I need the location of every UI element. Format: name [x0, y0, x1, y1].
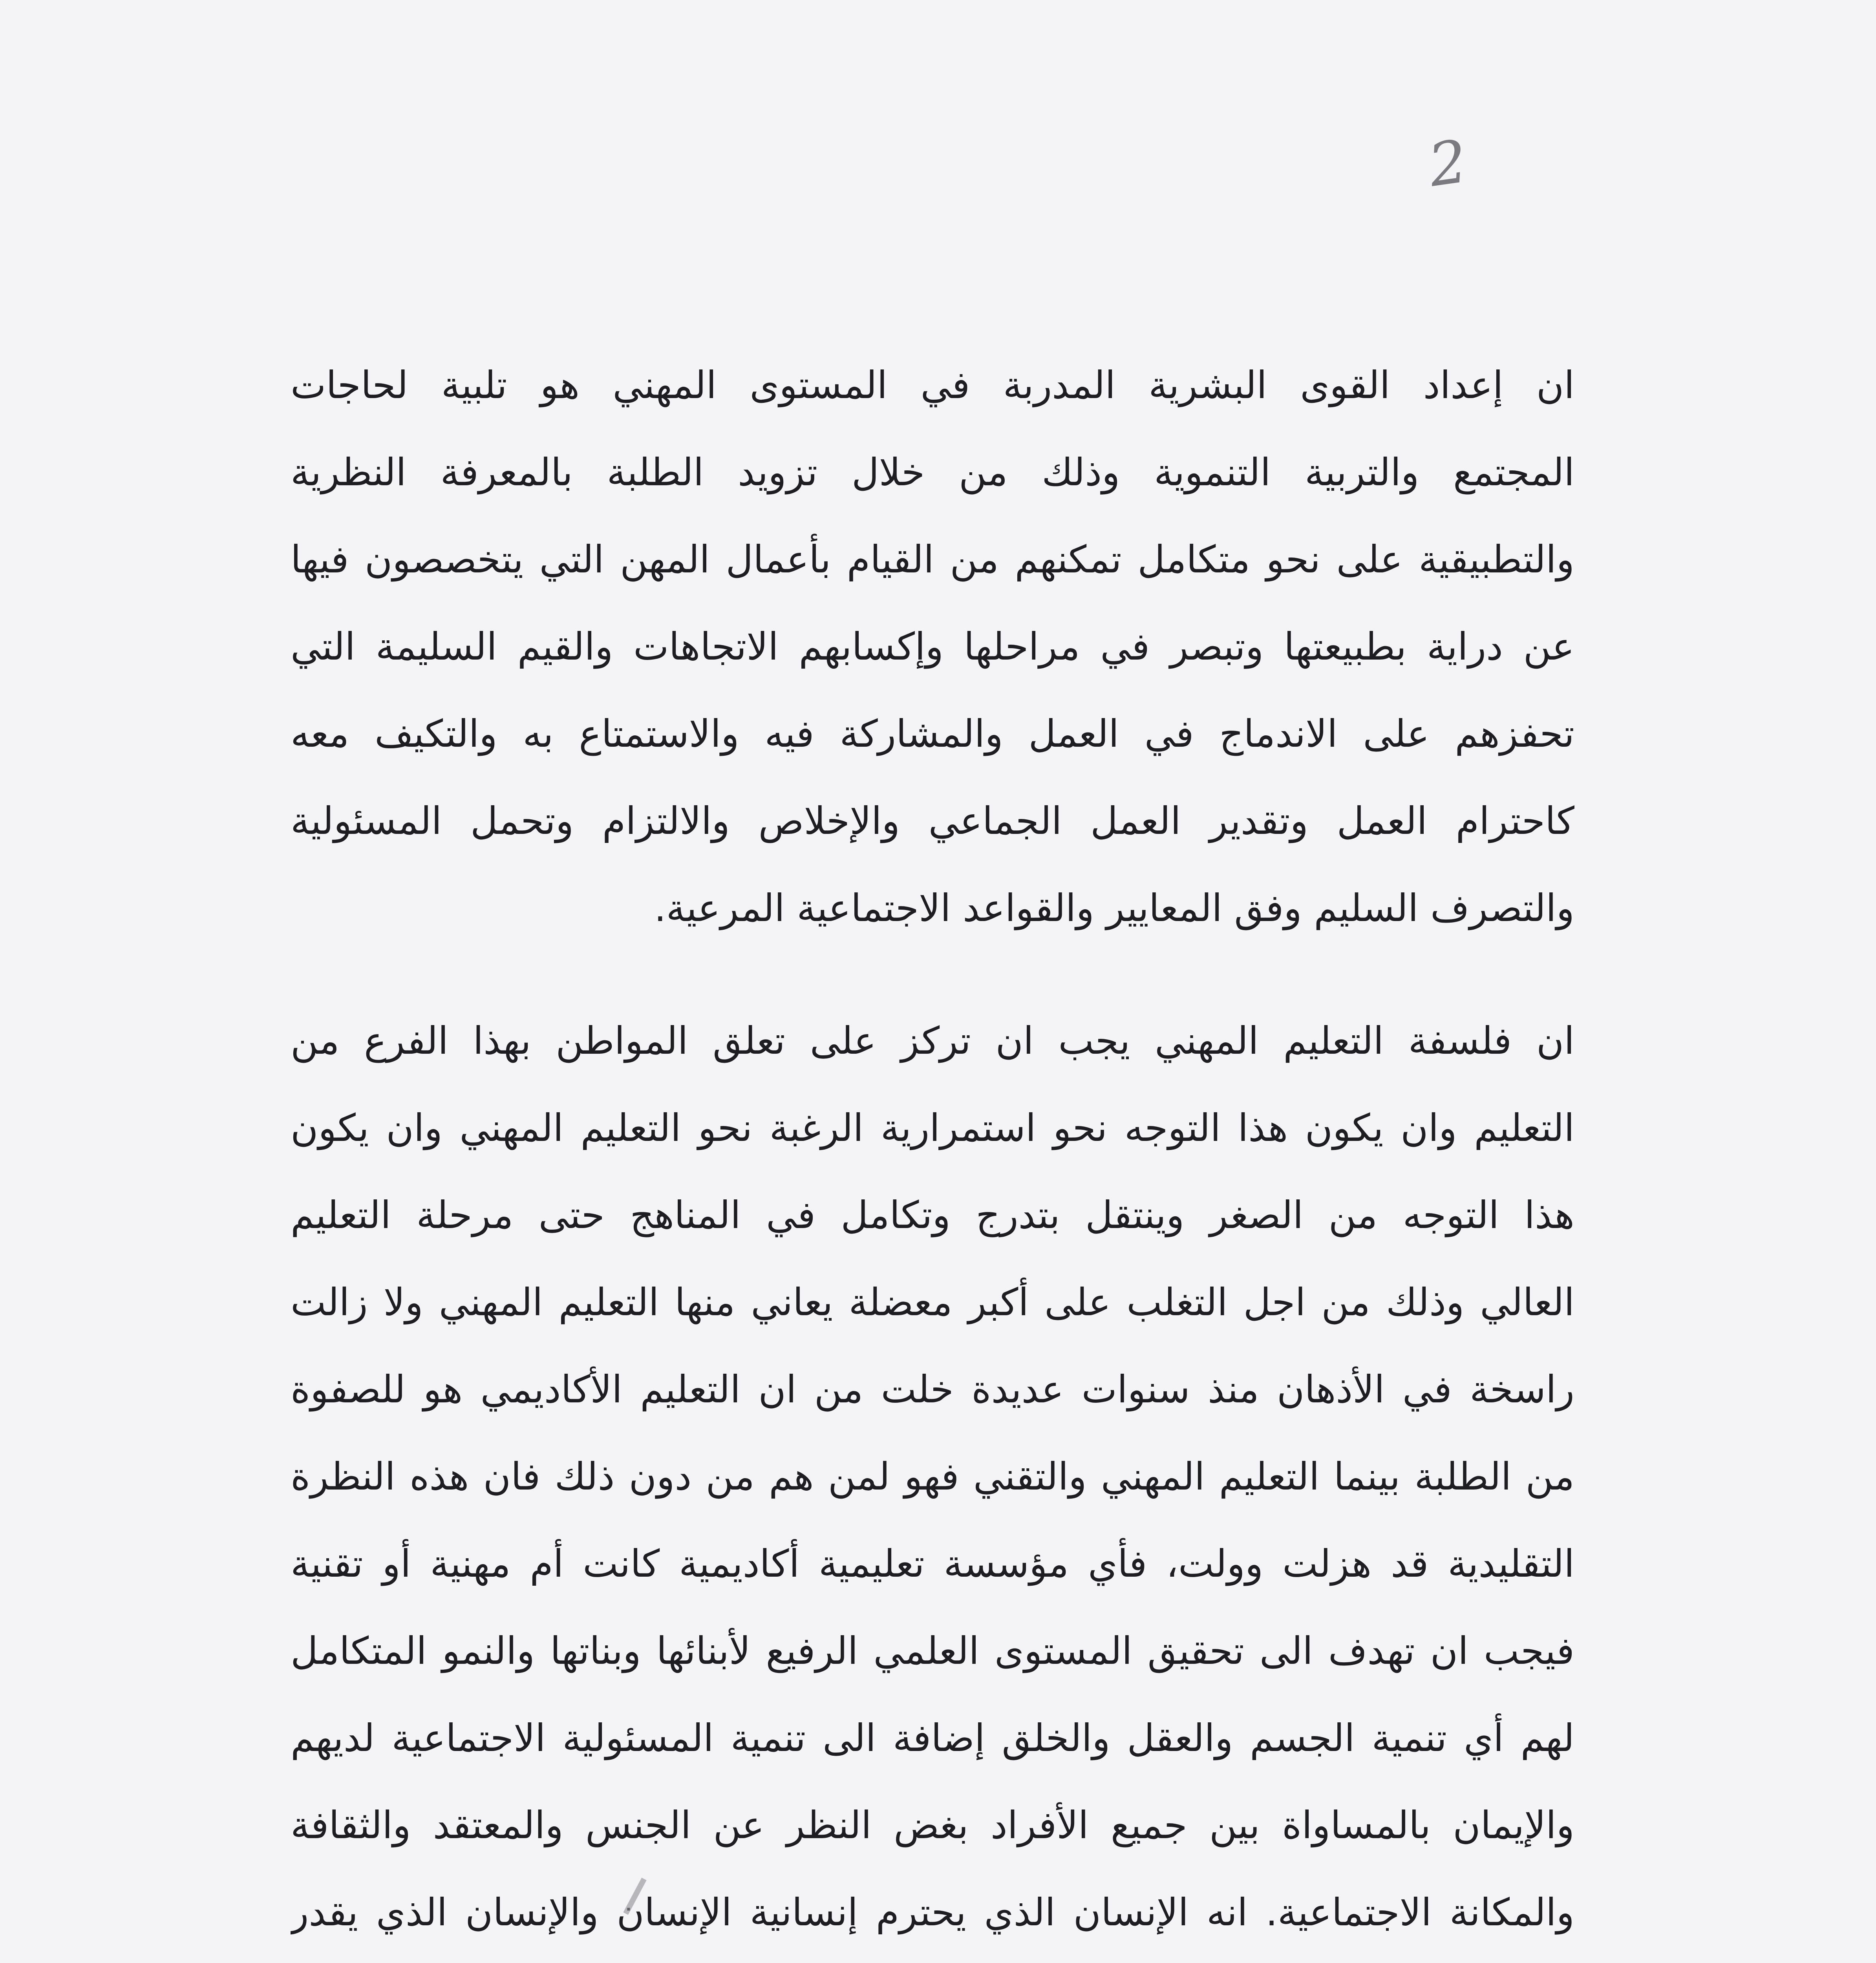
paragraph-1-line-6: كاحترام العمل وتقدير العمل الجماعي والإخلاص والالتزام وتحمل المسئولية — [291, 799, 1574, 843]
paragraph-1-line-7: والتصرف السليم وفق المعايير والقواعد الاجتماعية المرعية. — [654, 886, 1574, 930]
paragraph-1-line-5: تحفزهم على الاندماج في العمل والمشاركة فيه والاستمتاع به والتكيف معه — [291, 712, 1574, 756]
paragraph-2-line-9: لهم أي تنمية الجسم والعقل والخلق إضافة الى تنمية المسئولية الاجتماعية لديهم — [291, 1716, 1574, 1760]
page-number: 2 — [1424, 127, 1472, 200]
paragraph-2-line-8: فيجب ان تهدف الى تحقيق المستوى العلمي الرفيع لأبنائها وبناتها والنمو المتكامل — [291, 1629, 1574, 1673]
paragraph-1-line-2: المجتمع والتربية التنموية وذلك من خلال تزويد الطلبة بالمعرفة النظرية — [291, 450, 1574, 494]
paragraph-2-line-5: راسخة في الأذهان منذ سنوات عديدة خلت من ان التعليم الأكاديمي هو للصفوة — [291, 1367, 1574, 1411]
paragraph-1-line-3: والتطبيقية على نحو متكامل تمكنهم من القيام بأعمال المهن التي يتخصصون فيها — [291, 537, 1574, 581]
paragraph-2-line-10: والإيمان بالمساواة بين جميع الأفراد بغض النظر عن الجنس والمعتقد والثقافة — [291, 1803, 1574, 1847]
paragraph-2-line-3: هذا التوجه من الصغر وينتقل بتدرج وتكامل في المناهج حتى مرحلة التعليم — [291, 1193, 1574, 1237]
paragraph-2 — [291, 997, 1574, 1963]
paragraph-1 — [291, 342, 1574, 952]
paragraph-1-line-1: ان إعداد القوى البشرية المدربة في المستوى المهني هو تلبية لحاجات — [291, 363, 1574, 407]
paragraph-2-line-7: التقليدية قد هزلت وولت، فأي مؤسسة تعليمية أكاديمية كانت أم مهنية أو تقنية — [291, 1542, 1574, 1586]
paragraph-2-line-4: العالي وذلك من اجل التغلب على أكبر معضلة يعاني منها التعليم المهني ولا زالت — [291, 1280, 1574, 1324]
paragraph-1-line-4: عن دراية بطبيعتها وتبصر في مراحلها وإكسابهم الاتجاهات والقيم السليمة التي — [291, 625, 1574, 669]
paragraph-2-line-12 — [291, 1956, 1574, 1963]
paragraph-2-line-1: ان فلسفة التعليم المهني يجب ان تركز على تعلق المواطن بهذا الفرع من — [291, 1019, 1574, 1063]
paragraph-2-line-11: والمكانة الاجتماعية. انه الإنسان الذي يحترم إنسانية الإنسان والإنسان الذي يقدر — [291, 1890, 1574, 1934]
paragraph-2-line-6: من الطلبة بينما التعليم المهني والتقني فهو لمن هم من دون ذلك فان هذه النظرة — [291, 1455, 1574, 1499]
paragraph-2-line-2: التعليم وان يكون هذا التوجه نحو استمرارية الرغبة نحو التعليم المهني وان يكون — [291, 1106, 1574, 1150]
